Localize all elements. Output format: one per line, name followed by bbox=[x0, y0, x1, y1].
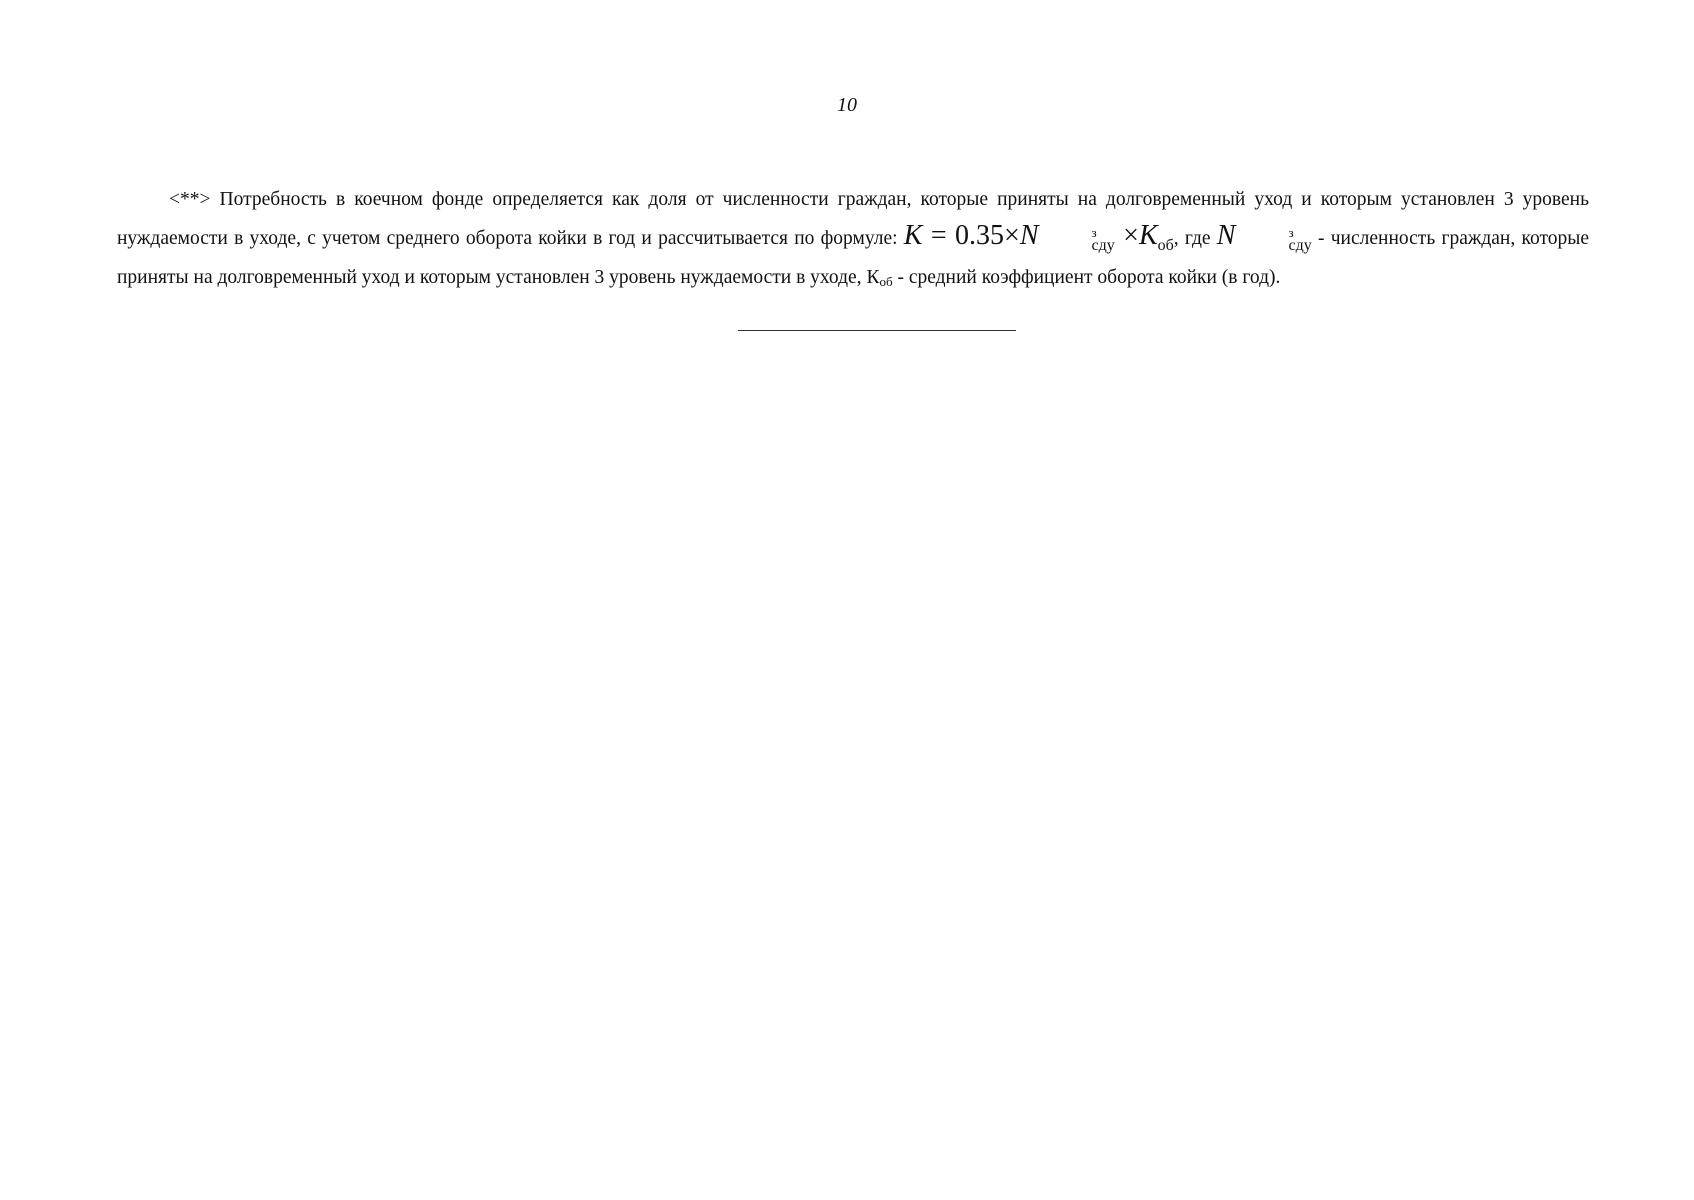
definition-n-symbol bbox=[1216, 220, 1312, 254]
definition-k-subscript: об bbox=[879, 274, 893, 289]
definition-n-variable: N bbox=[1216, 220, 1236, 251]
formula-k-variable: K bbox=[1138, 220, 1158, 251]
formula-times-2: × bbox=[1123, 220, 1139, 251]
end-of-document-rule bbox=[738, 330, 1016, 331]
definition-n-indices bbox=[1236, 226, 1311, 254]
definition-n-subscript: сду bbox=[1288, 237, 1312, 254]
formula-n-subscript: сду bbox=[1091, 237, 1115, 254]
definition-n-superscript: з bbox=[1288, 225, 1294, 240]
definition-k-text: - средний коэффициент оборота койки (в год). bbox=[892, 267, 1281, 288]
footnote-intro-text: <**> Потребность в коечном фонде определяется как доля от численности граждан, которые приняты на долговременный уход и которым установлен 3 уровень нуждаемости в уходе, с учетом среднего оборота койки в год и рассчитывается по формуле: bbox=[117, 189, 1589, 249]
definition-n-text: - численность граждан, которые приняты на долговременный уход и которым установлен 3 уровень нуждаемости в уходе, bbox=[117, 228, 1589, 288]
footnote-where-text: , где bbox=[1173, 228, 1217, 249]
definition-k-symbol: К bbox=[866, 267, 880, 288]
page-number: 10 bbox=[837, 94, 857, 116]
formula-coefficient: 0.35 bbox=[955, 220, 1005, 251]
formula-k-subscript: об bbox=[1157, 237, 1174, 254]
formula-equals: = bbox=[922, 220, 956, 251]
formula-times-1: × bbox=[1004, 220, 1020, 251]
formula-n-superscript: з bbox=[1091, 225, 1097, 240]
bed-fund-formula bbox=[903, 220, 1174, 254]
formula-n-variable: N bbox=[1019, 220, 1039, 251]
footnote-paragraph bbox=[117, 180, 1589, 301]
formula-n-indices bbox=[1040, 226, 1115, 254]
formula-lhs: K bbox=[903, 220, 923, 251]
